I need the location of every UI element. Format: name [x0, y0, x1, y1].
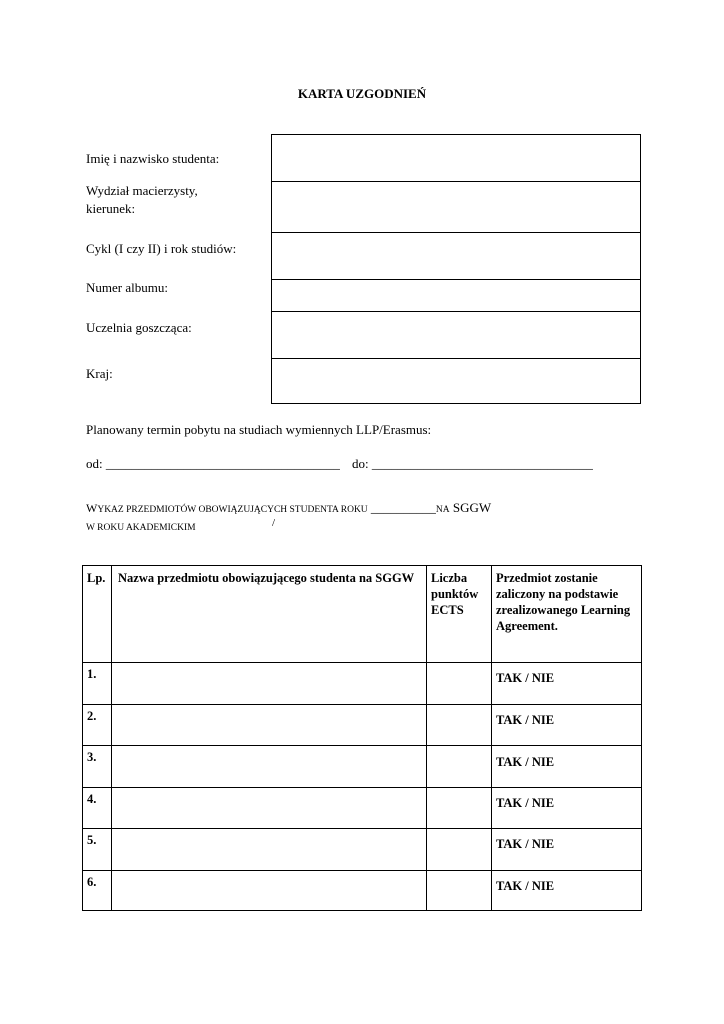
album-input-cell[interactable]	[272, 279, 640, 312]
row-divider	[83, 745, 641, 746]
document-title: KARTA UZGODNIEŃ	[297, 86, 427, 101]
stay-to	[352, 456, 593, 472]
stay-from-line[interactable]: ____________________________________	[105, 456, 340, 471]
row-number: 4.	[87, 792, 97, 806]
field-label-album: Numer albumu:	[86, 280, 168, 295]
field-label-name: Imię i nazwisko studenta:	[86, 151, 220, 166]
row-status[interactable]: TAK / NIE	[496, 796, 555, 810]
row-divider	[83, 870, 641, 871]
row-status[interactable]: TAK / NIE	[496, 837, 555, 851]
field-label-faculty: Wydział macierzysty, kierunek:	[86, 183, 198, 216]
col-divider	[426, 566, 427, 910]
row-status[interactable]: TAK / NIE	[496, 879, 555, 893]
header-passed: Przedmiot zostanie zaliczony na podstawie zrealizowanego Learning Agreement.	[496, 571, 631, 633]
stay-to-line[interactable]: __________________________________	[371, 456, 593, 471]
stay-from	[86, 456, 340, 472]
wykaz-first-letter: W	[86, 501, 98, 515]
country-input-cell[interactable]	[272, 358, 640, 403]
field-label-country: Kraj:	[86, 366, 113, 381]
row-status[interactable]: TAK / NIE	[496, 671, 555, 685]
wykaz-heading	[86, 500, 491, 516]
row-number: 6.	[87, 875, 97, 889]
row-divider	[83, 704, 641, 705]
faculty-input-cell[interactable]	[272, 181, 640, 233]
row-divider	[83, 662, 641, 663]
row-status[interactable]: TAK / NIE	[496, 713, 555, 727]
student-info-table	[271, 134, 641, 404]
wykaz-line2-row	[86, 518, 196, 534]
row-status[interactable]: TAK / NIE	[496, 755, 555, 769]
row-number: 3.	[87, 750, 97, 764]
subjects-table	[82, 565, 642, 911]
header-lp: Lp.	[87, 571, 106, 585]
row-divider	[83, 828, 641, 829]
name-input-cell[interactable]	[272, 135, 640, 182]
row-number: 1.	[87, 667, 97, 681]
stay-from-label: od:	[86, 456, 103, 471]
col-divider	[491, 566, 492, 910]
col-divider	[111, 566, 112, 910]
header-subject-name: Nazwa przedmiotu obowiązującego studenta na SGGW	[118, 571, 415, 585]
field-label-university: Uczelnia goszcząca:	[86, 320, 192, 335]
stay-period-text: Planowany termin pobytu na studiach wymiennych LLP/Erasmus:	[86, 422, 432, 437]
wykaz-year-blank[interactable]: __________	[370, 500, 436, 515]
wykaz-line1: YKAZ PRZEDMIOTÓW OBOWIĄZUJĄCYCH STUDENTA ROKU	[97, 505, 368, 515]
row-divider	[83, 787, 641, 788]
row-number: 2.	[87, 709, 97, 723]
wykaz-sggw: SGGW	[452, 500, 492, 515]
field-label-cycle: Cykl (I czy II) i rok studiów:	[86, 241, 237, 256]
stay-to-label: do:	[352, 456, 369, 471]
row-number: 5.	[87, 833, 97, 847]
wykaz-slash: /	[272, 517, 276, 529]
wykaz-line2: W ROKU AKADEMICKIM	[86, 523, 196, 533]
university-input-cell[interactable]	[272, 311, 640, 359]
header-ects: Liczba punktów ECTS	[431, 571, 479, 617]
cycle-input-cell[interactable]	[272, 232, 640, 280]
wykaz-na: NA	[435, 505, 450, 515]
